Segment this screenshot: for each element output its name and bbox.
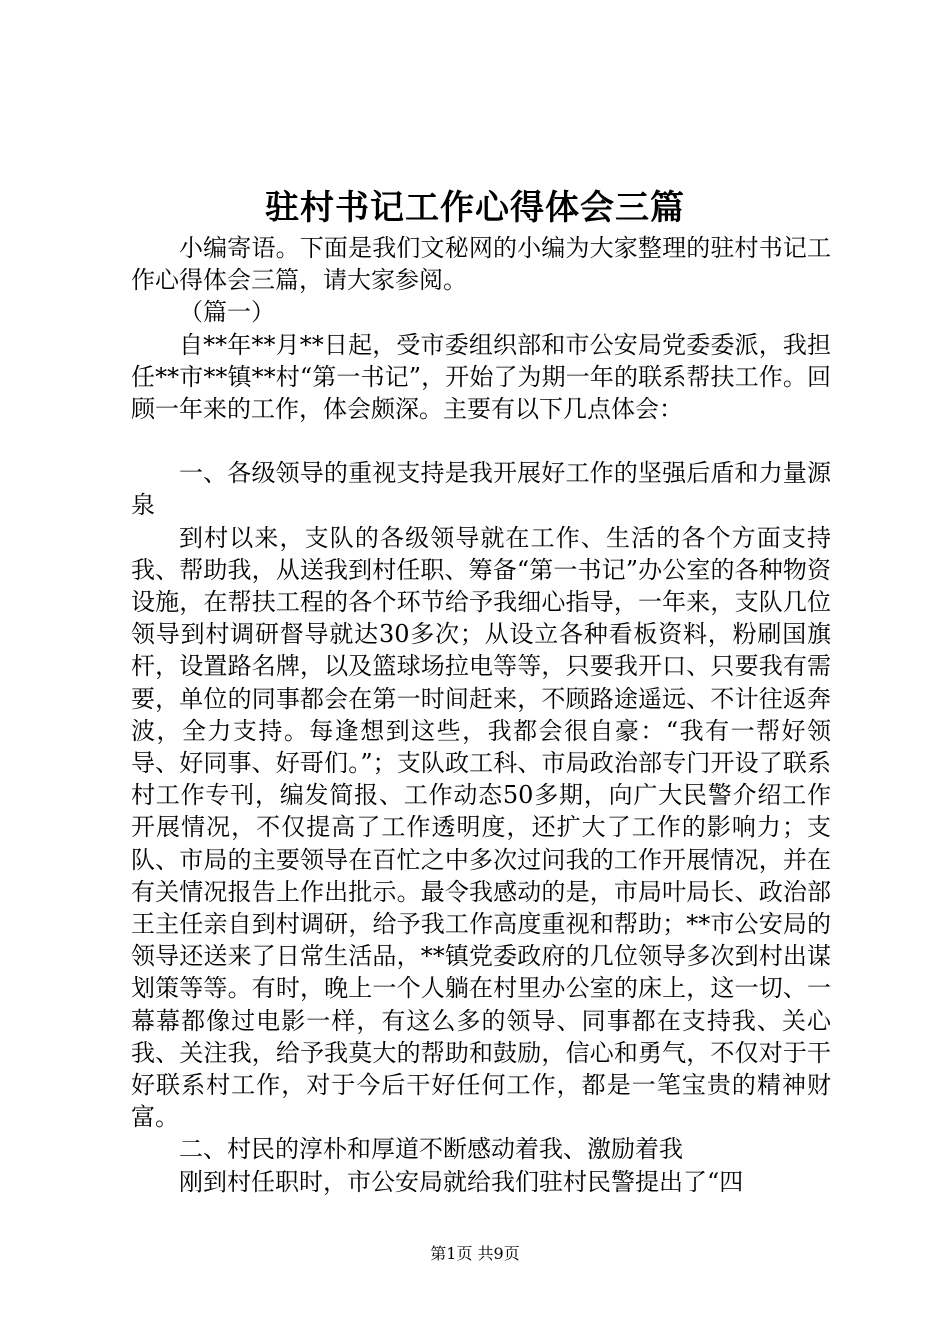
page-footer: 第1页 共9页: [430, 1244, 520, 1263]
heading-two: 二、村民的淳朴和厚道不断感动着我、激励着我: [179, 1135, 683, 1164]
document-body: [131, 232, 831, 1198]
document-title: 驻村书记工作心得体会三篇: [265, 188, 685, 228]
intro-paragraph: 小编寄语。下面是我们文秘网的小编为大家整理的驻村书记工作心得体会三篇，请大家参阅。: [131, 234, 831, 295]
body-paragraph: 到村以来，支队的各级领导就在工作、生活的各个方面支持我、帮助我，从送我到村任职、筹备“第一书记”办公室的各种物资设施，在帮扶工程的各个环节给予我细心指导，一年来，支队几位领导到村调研督导就达30多次；从设立各种看板资料，粉刷国旗杆，设置路名牌，以及篮球场拉电等等，只要我开口、只要我有需要，单位的同事都会在第一时间赶来，不顾路途遥远、不计往返奔波，全力支持。每逢想到这些，我都会很自豪：“我有一帮好领导、好同事、好哥们。”；支队政工科、市局政治部专门开设了联系村工作专刊，编发简报、工作动态50多期，向广大民警介绍工作开展情况，不仅提高了工作透明度，还扩大了工作的影响力；支队、市局的主要领导在百忙之中多次过问我的工作开展情况，并在有关情况报告上作出批示。最令我感动的是，市局叶局长、政治部王主任亲自到村调研，给予我工作高度重视和帮助；**市公安局的领导还送来了日常生活品，**镇党委政府的几位领导多次到村出谋划策等等。有时，晚上一个人躺在村里办公室的床上，这一切、一幕幕都像过电影一样，有这么多的领导、同事都在支持我、关心我、关注我，给予我莫大的帮助和鼓励，信心和勇气，不仅对于干好联系村工作，对于今后干好任何工作，都是一笔宝贵的精神财富。: [131, 523, 831, 1132]
paragraph-gap: [131, 425, 831, 457]
body-paragraph-continued: 刚到村任职时，市公安局就给我们驻村民警提出了“四: [179, 1167, 744, 1196]
heading-one: 一、各级领导的重视支持是我开展好工作的坚强后盾和力量源泉: [131, 459, 831, 520]
section-label: （篇一）: [179, 298, 275, 327]
opening-paragraph: 自**年**月**日起，受市委组织部和市公安局党委委派，我担任**市**镇**村“第一书记”，开始了为期一年的联系帮扶工作。回顾一年来的工作，体会颇深。主要有以下几点体会：: [131, 330, 831, 424]
